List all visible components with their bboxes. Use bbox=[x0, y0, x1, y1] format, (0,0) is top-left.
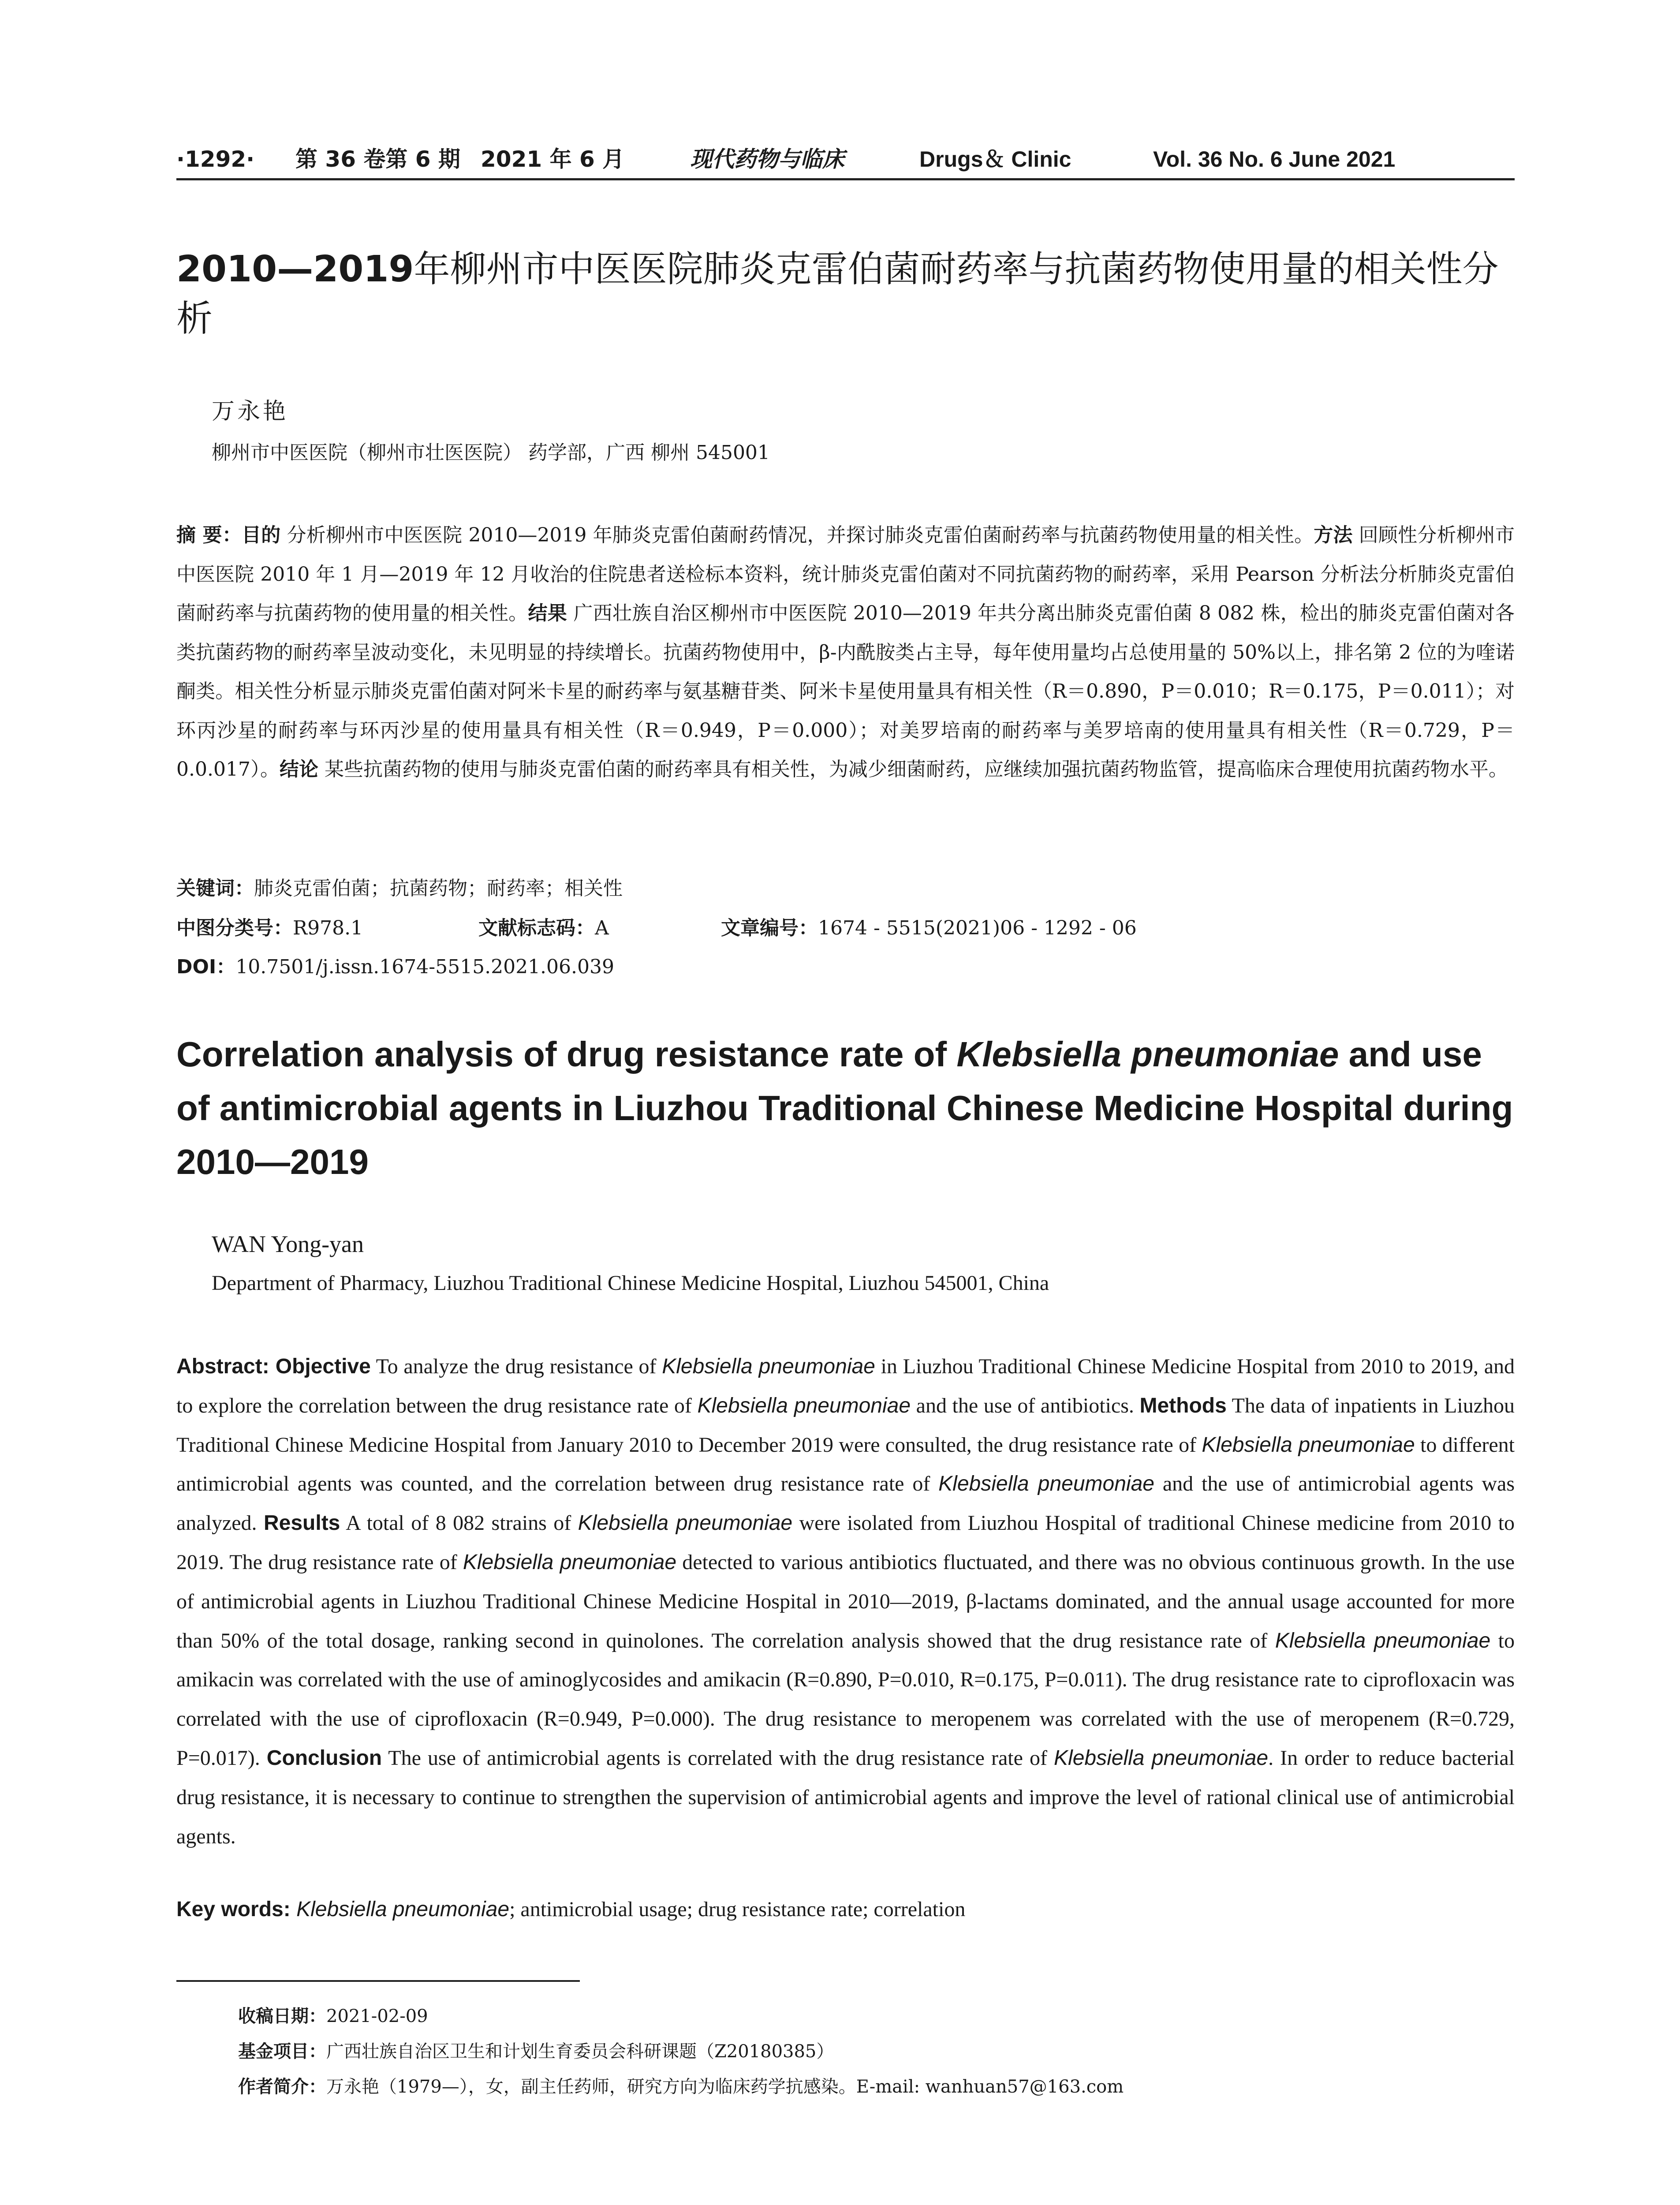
objective-text-en-1: To analyze the drug resistance of bbox=[370, 1355, 662, 1378]
conclusion-label-cn: 结论 bbox=[279, 758, 318, 781]
chinese-keywords bbox=[176, 872, 1515, 901]
chinese-title-text: 年柳州市中医医院肺炎克雷伯菌耐药率与抗菌药物使用量的相关性分析 bbox=[176, 248, 1499, 340]
bio-value: 万永艳（1979—），女，副主任药师，研究方向为临床药学抗感染。E-mail: wanhuan57@163.com bbox=[326, 2077, 1124, 2097]
conclusion-text-cn: 某些抗菌药物的使用与肺炎克雷伯菌的耐药率具有相关性，为减少细菌耐药，应继续加强抗菌药物监管，提高临床合理使用抗菌药物水平。 bbox=[318, 758, 1508, 781]
methods-text-en-3: and the use of antimicrobial agents was analyzed. bbox=[176, 1472, 1515, 1535]
methods-label-cn: 方法 bbox=[1314, 524, 1353, 546]
english-title bbox=[176, 1028, 1517, 1189]
volume-info-en: Vol. 36 No. 6 June 2021 bbox=[1153, 147, 1396, 172]
doi-line bbox=[176, 951, 1515, 979]
keywords-label-en: Key words: bbox=[176, 1898, 297, 1921]
results-text-en-2: were isolated from Liuzhou Hospital of traditional Chinese medicine from 2010 to 2019. The drug resistance rate of bbox=[176, 1511, 1515, 1574]
results-text-en-3: detected to various antibiotics fluctuated, and there was no obvious continuous growth. In the use of antimicrobial agents in Liuzhou Traditional Chinese Medicine Hospital in 2010—2019, β-lactams dominated, and the annual usage accounted for more than 50% of the total dosage, ranking second in quinolones. The correlation analysis showed that the drug resistance rate of bbox=[176, 1550, 1515, 1652]
funding-value: 广西壮族自治区卫生和计划生育委员会科研课题（Z20180385） bbox=[326, 2041, 834, 2062]
methods-text-en-1: The data of inpatients in Liuzhou Traditional Chinese Medicine Hospital from January 2010 to December 2019 were consulted, the drug resistance rate of bbox=[176, 1394, 1515, 1457]
objective-label-cn: 目的 bbox=[242, 524, 281, 546]
english-affiliation: Department of Pharmacy, Liuzhou Traditional Chinese Medicine Hospital, Liuzhou 545001, China bbox=[212, 1271, 1049, 1295]
conclusion-text-en-2: . In order to reduce bacterial drug resistance, it is necessary to continue to strengthen the supervision of antimicrobial agents and improve the level of rational clinical use of antimicrobial agents. bbox=[176, 1746, 1515, 1848]
objective-label-en: Objective bbox=[275, 1355, 371, 1378]
footnote-author-bio bbox=[238, 2073, 1124, 2098]
clc-label: 中图分类号： bbox=[176, 917, 293, 939]
objective-text-en-3: and the use of antibiotics. bbox=[911, 1394, 1140, 1417]
abstract-label-en: Abstract: bbox=[176, 1355, 276, 1378]
conclusion-text-en-1: The use of antimicrobial agents is correlated with the drug resistance rate of bbox=[382, 1746, 1054, 1770]
chinese-title-years: 2010—2019 bbox=[176, 248, 414, 290]
article-number-label: 文章编号： bbox=[721, 917, 818, 939]
journal-name-cn: 现代药物与临床 bbox=[690, 146, 844, 172]
page-number: ·1292· bbox=[176, 146, 255, 172]
classification-line bbox=[176, 912, 1515, 940]
received-label: 收稿日期： bbox=[238, 2006, 326, 2026]
results-text-en-4: to amikacin was correlated with the use of aminoglycosides and amikacin (R=0.890, P=0.010, R=0.175, P=0.011). The drug resistance rate to ciprofloxacin was correlated with the use of ciprofloxacin (R=0.949, P=0.000). The drug resistance to meropenem was correlated with the use of meropenem (R=0.729, P=0.017). bbox=[176, 1629, 1515, 1770]
species-name: Klebsiella pneumoniae bbox=[662, 1355, 875, 1378]
methods-text-cn: 回顾性分析柳州市中医医院 2010 年 1 月—2019 年 12 月收治的住院患者送检标本资料，统计肺炎克雷伯菌对不同抗菌药物的耐药率，采用 Pearson 分析法分析肺炎克雷伯菌耐药率与抗菌药物的使用量的相关性。 bbox=[176, 524, 1515, 624]
species-name: Klebsiella pneumoniae bbox=[938, 1472, 1154, 1496]
keywords-label-cn: 关键词： bbox=[176, 877, 254, 900]
species-name: Klebsiella pneumoniae bbox=[463, 1550, 677, 1574]
abstract-label-cn: 摘 要： bbox=[176, 524, 242, 546]
bio-label: 作者简介： bbox=[238, 2077, 326, 2097]
chinese-affiliation: 柳州市中医医院（柳州市壮医医院） 药学部，广西 柳州 545001 bbox=[212, 441, 770, 464]
species-name: Klebsiella pneumoniae bbox=[1054, 1746, 1269, 1770]
footnote-funding bbox=[238, 2037, 834, 2063]
chinese-title bbox=[176, 245, 1517, 344]
english-title-species: Klebsiella pneumoniae bbox=[956, 1035, 1339, 1074]
results-text-en-1: A total of 8 082 strains of bbox=[340, 1511, 578, 1535]
species-name: Klebsiella pneumoniae bbox=[578, 1511, 793, 1535]
results-label-cn: 结果 bbox=[528, 602, 567, 624]
doc-code-label: 文献标志码： bbox=[478, 917, 595, 939]
issue-info: 第 36 卷第 6 期 bbox=[295, 146, 460, 172]
journal-name-en: Drugs＆ Clinic bbox=[919, 147, 1071, 172]
species-name: Klebsiella pneumoniae bbox=[1275, 1629, 1491, 1652]
running-header bbox=[176, 140, 1515, 180]
funding-label: 基金项目： bbox=[238, 2041, 326, 2062]
results-label-en: Results bbox=[263, 1511, 340, 1535]
conclusion-label-en: Conclusion bbox=[266, 1746, 382, 1770]
species-name: Klebsiella pneumoniae bbox=[1202, 1433, 1415, 1457]
doi-label: DOI： bbox=[176, 956, 236, 978]
objective-text-en-2: in Liuzhou Traditional Chinese Medicine Hospital from 2010 to 2019, and to explore the correlation between the drug resistance rate of bbox=[176, 1355, 1515, 1417]
objective-text-cn: 分析柳州市中医医院 2010—2019 年肺炎克雷伯菌耐药情况，并探讨肺炎克雷伯菌耐药率与抗菌药物使用量的相关性。 bbox=[280, 524, 1314, 546]
doi-value: 10.7501/j.issn.1674-5515.2021.06.039 bbox=[235, 956, 614, 978]
english-title-part-1: Correlation analysis of drug resistance rate of bbox=[176, 1035, 957, 1074]
issue-date: 2021 年 6 月 bbox=[481, 146, 625, 172]
chinese-abstract bbox=[176, 516, 1515, 789]
keywords-text-cn: 肺炎克雷伯菌；抗菌药物；耐药率；相关性 bbox=[254, 877, 623, 900]
english-title-part-2: and use of antimicrobial agents in Liuzhou Traditional Chinese Medicine Hospital during 2010—2019 bbox=[176, 1035, 1513, 1181]
chinese-author: 万永艳 bbox=[212, 398, 289, 425]
results-text-cn: 广西壮族自治区柳州市中医医院 2010—2019 年共分离出肺炎克雷伯菌 8 082 株，检出的肺炎克雷伯菌对各类抗菌药物的耐药率呈波动变化，未见明显的持续增长。抗菌药物使用中，β-内酰胺类占主导，每年使用量均占总使用量的 50%以上，排名第 2 位的为喹诺酮类。相关性分析显示肺炎克雷伯菌对阿米卡星的耐药率与氨基糖苷类、阿米卡星使用量具有相关性（R＝0.890，P＝0.010；R＝0.175，P＝0.011）；对环丙沙星的耐药率与环丙沙星的使用量具有相关性（R＝0.949，P＝0.000）；对美罗培南的耐药率与美罗培南的使用量具有相关性（R＝0.729，P＝0.0.017）。 bbox=[176, 602, 1515, 781]
keywords-species: Klebsiella pneumoniae bbox=[296, 1898, 510, 1921]
footnote-received bbox=[238, 2002, 428, 2027]
english-keywords bbox=[176, 1897, 965, 1921]
received-value: 2021-02-09 bbox=[326, 2006, 428, 2026]
english-abstract bbox=[176, 1347, 1515, 1856]
doc-code-value: A bbox=[595, 917, 609, 939]
article-number-value: 1674 - 5515(2021)06 - 1292 - 06 bbox=[818, 917, 1137, 939]
methods-text-en-2: to different antimicrobial agents was counted, and the correlation between drug resistance rate of bbox=[176, 1433, 1515, 1496]
species-name: Klebsiella pneumoniae bbox=[697, 1394, 911, 1417]
methods-label-en: Methods bbox=[1139, 1394, 1227, 1417]
clc-value: R978.1 bbox=[293, 917, 363, 939]
english-author: WAN Yong-yan bbox=[212, 1231, 364, 1257]
keywords-text-en: ; antimicrobial usage; drug resistance rate; correlation bbox=[509, 1898, 966, 1921]
footnote-divider bbox=[176, 1980, 580, 1982]
